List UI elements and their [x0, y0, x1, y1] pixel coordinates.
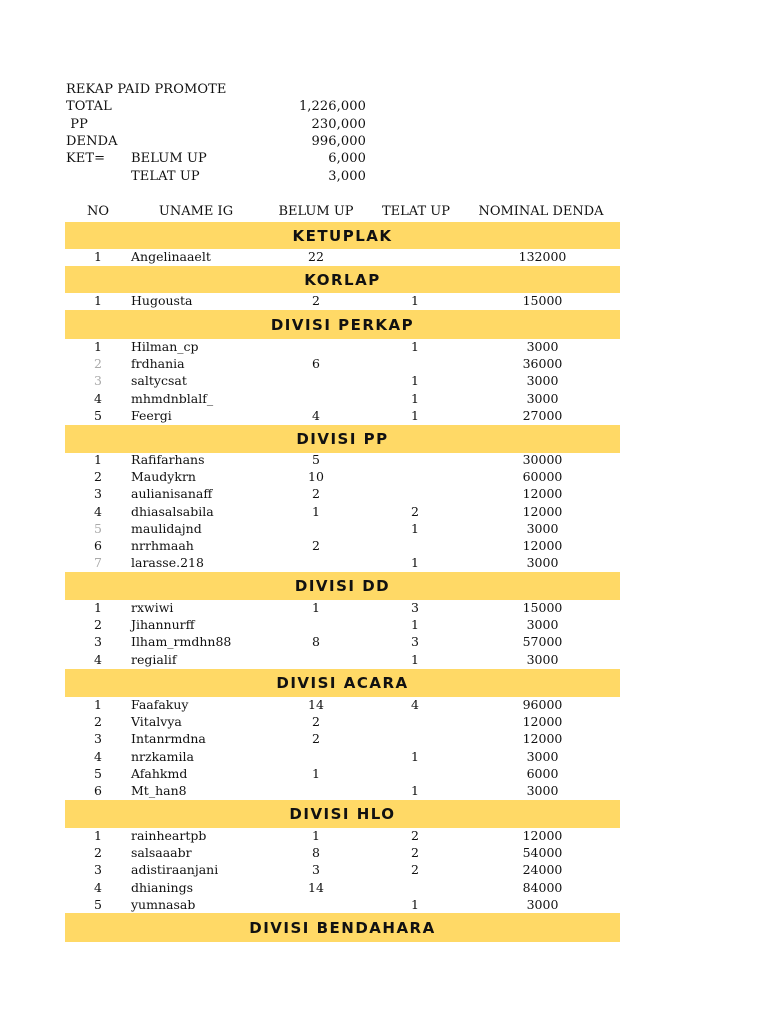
row-telat-up: 3	[411, 600, 419, 615]
row-uname: yumnasab	[131, 896, 196, 912]
section-header: KETUPLAK	[65, 222, 620, 249]
header-belum-up: BELUM UP	[278, 204, 354, 219]
row-no: 3	[94, 862, 102, 878]
row-nominal: 3000	[526, 651, 559, 667]
row-belum-up: 2	[312, 486, 320, 502]
row-nominal: 12000	[522, 503, 563, 519]
row-nominal: 96000	[522, 697, 563, 712]
table-row	[65, 249, 620, 266]
table-row	[65, 652, 620, 669]
row-uname: mhmdnblalf_	[131, 390, 214, 406]
row-nominal: 60000	[522, 469, 563, 485]
table-row	[65, 452, 620, 469]
row-telat-up: 2	[411, 862, 419, 878]
row-telat-up: 1	[411, 390, 419, 406]
header-nominal: NOMINAL DENDA	[478, 204, 604, 219]
row-telat-up: 1	[411, 617, 419, 633]
row-no: 1	[94, 600, 102, 615]
row-nominal: 27000	[522, 407, 563, 423]
table-row	[65, 766, 620, 783]
table-row	[65, 783, 620, 800]
row-no: 5	[94, 407, 102, 423]
table-row	[65, 731, 620, 748]
row-uname: Jihannurff	[131, 617, 195, 633]
row-telat-up: 1	[411, 783, 419, 798]
belum-up-value: 6,000	[328, 151, 366, 166]
row-telat-up: 4	[411, 697, 419, 712]
row-nominal: 3000	[526, 339, 559, 354]
row-uname: Ilham_rmdhn88	[131, 634, 232, 650]
belum-up-label: BELUM UP	[131, 151, 207, 166]
row-telat-up: 1	[411, 373, 419, 389]
row-uname: frdhania	[131, 356, 185, 372]
row-belum-up: 4	[312, 407, 320, 423]
row-telat-up: 1	[411, 293, 419, 308]
section-header: DIVISI ACARA	[65, 669, 620, 697]
row-no: 4	[94, 748, 102, 764]
row-nominal: 30000	[522, 452, 563, 467]
row-nominal: 36000	[522, 356, 563, 372]
row-uname: Rafifarhans	[131, 452, 205, 467]
row-uname: dhianings	[131, 879, 194, 895]
row-no: 5	[94, 765, 102, 781]
table-row	[65, 391, 620, 408]
denda-value: 996,000	[311, 134, 366, 149]
section-header: DIVISI PERKAP	[65, 310, 620, 339]
row-uname: Mt_han8	[131, 783, 187, 798]
telat-up-value: 3,000	[328, 169, 366, 184]
row-belum-up: 1	[312, 828, 320, 843]
row-no: 7	[94, 555, 102, 571]
row-nominal: 15000	[522, 293, 563, 308]
row-nominal: 132000	[518, 249, 567, 264]
row-belum-up: 8	[312, 845, 320, 861]
table-row	[65, 714, 620, 731]
row-belum-up: 2	[312, 714, 320, 730]
row-uname: Afahkmd	[131, 765, 188, 781]
row-no: 1	[94, 249, 102, 264]
row-no: 4	[94, 879, 102, 895]
row-belum-up: 22	[308, 249, 324, 264]
table-row	[65, 339, 620, 356]
row-no: 5	[94, 896, 102, 912]
row-nominal: 3000	[526, 748, 559, 764]
row-telat-up: 1	[411, 520, 419, 536]
row-belum-up: 10	[308, 469, 324, 485]
row-nominal: 3000	[526, 617, 559, 633]
table-row	[65, 880, 620, 897]
row-telat-up: 1	[411, 407, 419, 423]
row-nominal: 24000	[522, 862, 563, 878]
row-telat-up: 2	[411, 845, 419, 861]
table-row	[65, 486, 620, 503]
row-no: 1	[94, 697, 102, 712]
row-no: 2	[94, 845, 102, 861]
summary-title: REKAP PAID PROMOTE	[66, 82, 227, 97]
denda-label: DENDA	[66, 134, 118, 149]
header-telat-up: TELAT UP	[382, 204, 450, 219]
section-header: DIVISI PP	[65, 425, 620, 453]
table-row	[65, 617, 620, 634]
row-no: 5	[94, 520, 102, 536]
table-row	[65, 521, 620, 538]
total-value: 1,226,000	[298, 99, 366, 114]
row-uname: larasse.218	[131, 555, 204, 571]
row-nominal: 12000	[522, 538, 563, 553]
row-belum-up: 6	[312, 356, 320, 372]
row-no: 2	[94, 356, 102, 372]
row-nominal: 3000	[526, 555, 559, 571]
row-no: 2	[94, 714, 102, 730]
telat-up-label: TELAT UP	[131, 169, 200, 184]
row-belum-up: 14	[308, 879, 324, 895]
table-row	[65, 828, 620, 845]
table-row	[65, 469, 620, 486]
table-row	[65, 555, 620, 572]
row-belum-up: 2	[312, 293, 320, 308]
row-belum-up: 2	[312, 538, 320, 553]
row-no: 4	[94, 390, 102, 406]
row-uname: dhiasalsabila	[131, 503, 214, 519]
row-uname: Faafakuy	[131, 697, 189, 712]
row-belum-up: 1	[312, 503, 320, 519]
pp-value: 230,000	[311, 117, 366, 132]
row-belum-up: 14	[308, 697, 324, 712]
row-nominal: 57000	[522, 634, 563, 650]
row-uname: adistiraanjani	[131, 862, 219, 878]
row-telat-up: 1	[411, 748, 419, 764]
row-nominal: 3000	[526, 390, 559, 406]
row-no: 1	[94, 828, 102, 843]
row-uname: Maudykrn	[131, 469, 196, 485]
row-no: 1	[94, 293, 102, 308]
row-uname: nrrhmaah	[131, 538, 194, 553]
table-row	[65, 845, 620, 862]
row-no: 3	[94, 731, 102, 747]
table-row	[65, 600, 620, 617]
table-row	[65, 504, 620, 521]
row-telat-up: 1	[411, 339, 419, 354]
table-row	[65, 862, 620, 879]
row-nominal: 3000	[526, 896, 559, 912]
row-no: 4	[94, 651, 102, 667]
row-no: 6	[94, 783, 102, 798]
header-no: NO	[86, 204, 110, 219]
table-row	[65, 538, 620, 555]
row-belum-up: 5	[312, 452, 320, 467]
row-belum-up: 3	[312, 862, 320, 878]
row-nominal: 3000	[526, 783, 559, 798]
row-nominal: 12000	[522, 828, 563, 843]
row-uname: Feergi	[131, 407, 172, 423]
row-nominal: 54000	[522, 845, 563, 861]
row-uname: aulianisanaff	[131, 486, 213, 502]
row-uname: Hugousta	[131, 293, 193, 308]
table-row	[65, 293, 620, 310]
section-header: DIVISI DD	[65, 572, 620, 600]
row-uname: maulidajnd	[131, 520, 202, 536]
row-uname: salsaaabr	[131, 845, 192, 861]
table-row	[65, 373, 620, 390]
row-nominal: 3000	[526, 373, 559, 389]
row-belum-up: 1	[312, 765, 320, 781]
row-no: 3	[94, 373, 102, 389]
table-row	[65, 697, 620, 714]
table-row	[65, 749, 620, 766]
row-uname: Hilman_cp	[131, 339, 199, 354]
row-uname: regialif	[131, 651, 177, 667]
row-nominal: 12000	[522, 714, 563, 730]
row-uname: rxwiwi	[131, 600, 174, 615]
row-uname: Vitalvya	[131, 714, 182, 730]
row-nominal: 6000	[526, 765, 559, 781]
row-no: 1	[94, 452, 102, 467]
row-no: 2	[94, 617, 102, 633]
row-belum-up: 2	[312, 731, 320, 747]
row-telat-up: 2	[411, 828, 419, 843]
row-nominal: 12000	[522, 486, 563, 502]
row-telat-up: 3	[411, 634, 419, 650]
row-telat-up: 1	[411, 555, 419, 571]
row-belum-up: 1	[312, 600, 320, 615]
table-row	[65, 897, 620, 914]
row-uname: nrzkamila	[131, 748, 194, 764]
row-no: 2	[94, 469, 102, 485]
pp-label: PP	[66, 117, 88, 132]
row-uname: Intanrmdna	[131, 731, 206, 747]
row-no: 6	[94, 538, 102, 553]
header-uname: UNAME IG	[158, 204, 234, 219]
table-row	[65, 634, 620, 651]
row-uname: rainheartpb	[131, 828, 207, 843]
row-no: 1	[94, 339, 102, 354]
row-uname: saltycsat	[131, 373, 187, 389]
row-no: 3	[94, 634, 102, 650]
row-nominal: 15000	[522, 600, 563, 615]
row-nominal: 3000	[526, 520, 559, 536]
row-no: 4	[94, 503, 102, 519]
row-telat-up: 1	[411, 896, 419, 912]
row-belum-up: 8	[312, 634, 320, 650]
table-row	[65, 408, 620, 425]
section-header: DIVISI HLO	[65, 800, 620, 828]
row-telat-up: 1	[411, 651, 419, 667]
row-nominal: 12000	[522, 731, 563, 747]
section-header: KORLAP	[65, 266, 620, 293]
row-uname: Angelinaaelt	[131, 249, 211, 264]
table-row	[65, 356, 620, 373]
row-no: 3	[94, 486, 102, 502]
row-telat-up: 2	[411, 503, 419, 519]
row-nominal: 84000	[522, 879, 563, 895]
section-header: DIVISI BENDAHARA	[65, 913, 620, 942]
total-label: TOTAL	[66, 99, 112, 114]
ket-label: KET=	[66, 151, 106, 166]
